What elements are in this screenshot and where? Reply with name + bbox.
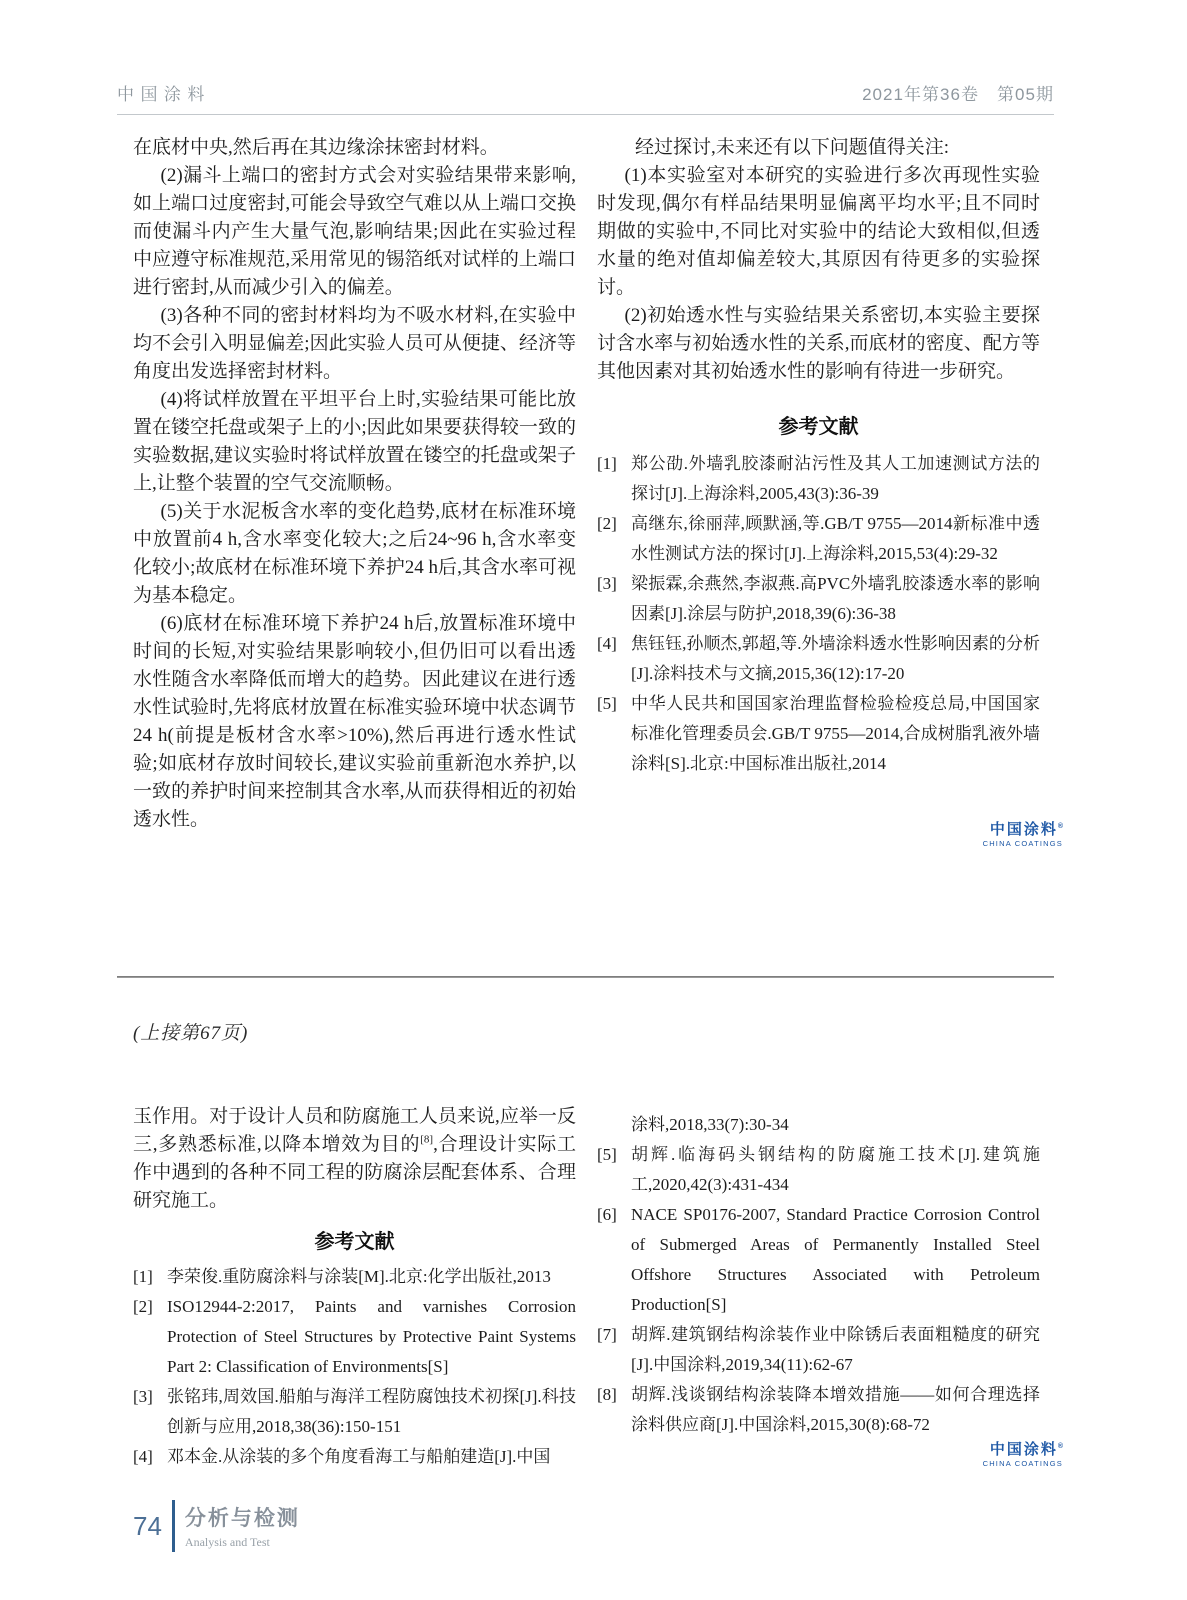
reference-text: NACE SP0176-2007, Standard Practice Corrosion Control of Submerged Areas of Permanently Installed Steel Offshore Structures Associated with Petroleum Production[S] bbox=[631, 1205, 1040, 1314]
continued-from-note: (上接第67页) bbox=[133, 1023, 249, 1044]
reference-number: [6] bbox=[597, 1205, 617, 1224]
reference-text: 梁振霖,余燕然,李淑燕.高PVC外墙乳胶漆透水率的影响因素[J].涂层与防护,2018,39(6):36-38 bbox=[631, 574, 1040, 623]
paragraph bbox=[133, 1103, 576, 1215]
reference-text: 涂料,2018,33(7):30-34 bbox=[631, 1115, 789, 1134]
reference-number: [1] bbox=[133, 1267, 153, 1286]
paragraph: (2)初始透水性与实验结果关系密切,本实验主要探讨含水率与初始透水性的关系,而底材的密度、配方等其他因素对其初始透水性的影响有待进一步研究。 bbox=[597, 305, 1040, 382]
reference-item bbox=[133, 1442, 576, 1472]
reference-number: [5] bbox=[597, 694, 617, 713]
paragraph: (3)各种不同的密封材料均为不吸水材料,在实验中均不会引入明显偏差;因此实验人员可从便捷、经济等角度出发选择密封材料。 bbox=[133, 305, 576, 382]
reference-number: [4] bbox=[597, 634, 617, 653]
page-footer bbox=[133, 1500, 300, 1552]
reference-text: 胡辉.浅谈钢结构涂装降本增效措施——如何合理选择涂料供应商[J].中国涂料,2015,30(8):68-72 bbox=[631, 1385, 1040, 1434]
reference-number: [2] bbox=[597, 514, 617, 533]
paragraph: (1)本实验室对本研究的实验进行多次再现性实验时发现,偶尔有样品结果明显偏离平均水平;且不同时期做的实验中,不同比对实验中的结论大致相似,但透水量的绝对值却偏差较大,其原因有待更多的实验探讨。 bbox=[597, 165, 1040, 298]
reference-item bbox=[133, 1292, 576, 1382]
reference-text: 邓本金.从涂装的多个角度看海工与船舶建造[J].中国 bbox=[167, 1447, 551, 1466]
journal-name: 中国涂料 bbox=[117, 85, 211, 104]
reference-item bbox=[597, 629, 1040, 689]
section-divider bbox=[117, 976, 1054, 978]
registered-mark-icon: ® bbox=[1057, 823, 1063, 830]
reference-number: [2] bbox=[133, 1297, 153, 1316]
logo-subtext: CHINA COATINGS bbox=[982, 1459, 1063, 1468]
reference-text: 李荣俊.重防腐涂料与涂装[M].北京:化学出版社,2013 bbox=[167, 1267, 551, 1286]
paragraph: (5)关于水泥板含水率的变化趋势,底材在标准环境中放置前4 h,含水率变化较大;之后24~96 h,含水率变化较小;故底材在标准环境下养护24 h后,其含水率可视为基本稳定。 bbox=[133, 501, 576, 606]
reference-item bbox=[597, 569, 1040, 629]
reference-item bbox=[597, 449, 1040, 509]
references-heading: 参考文献 bbox=[314, 1231, 395, 1253]
reference-text: 张铭玮,周效国.船舶与海洋工程防腐蚀技术初探[J].科技创新与应用,2018,38(36):150-151 bbox=[167, 1387, 576, 1436]
conclusion-left-column bbox=[133, 134, 576, 834]
paragraph: 在底材中央,然后再在其边缘涂抹密封材料。 bbox=[133, 137, 499, 158]
paragraph: (6)底材在标准环境下养护24 h后,放置标准环境中时间的长短,对实验结果影响较小,但仍旧可以看出透水性随含水率降低而增大的趋势。因此建议在进行透水性试验时,先将底材放置在标准实验环境中状态调节24 h(前提是板材含水率>10%),然后再进行透水性试验;如底材存放时间较长,建议实验前重新泡水养护,以一致的养护时间来控制其含水率,从而获得相近的初始透水性。 bbox=[133, 613, 576, 830]
issue-info: 2021年第36卷 第05期 bbox=[862, 85, 1054, 104]
reference-number: [5] bbox=[597, 1145, 617, 1164]
reference-item bbox=[597, 1140, 1040, 1200]
reference-text: 高继东,徐丽萍,顾默涵,等.GB/T 9755—2014新标准中透水性测试方法的探讨[J].上海涂料,2015,53(4):29-32 bbox=[631, 514, 1040, 563]
china-coatings-logo bbox=[983, 822, 1063, 848]
reference-item bbox=[597, 1320, 1040, 1380]
conclusion-right-column bbox=[597, 134, 1040, 779]
logo-wordmark: 中国涂料® bbox=[989, 821, 1063, 838]
reference-text: 中华人民共和国国家治理监督检验检疫总局,中国国家标准化管理委员会.GB/T 9755—2014,合成树脂乳液外墙涂料[S].北京:中国标准出版社,2014 bbox=[631, 694, 1040, 773]
reference-number: [7] bbox=[597, 1325, 617, 1344]
continuation-left-column bbox=[133, 1103, 576, 1472]
reference-item bbox=[133, 1262, 576, 1292]
paragraph: (2)漏斗上端口的密封方式会对实验结果带来影响,如上端口过度密封,可能会导致空气难以从上端口交换而使漏斗内产生大量气泡,影响结果;因此在实验过程中应遵守标准规范,采用常见的锡箔纸对试样的上端口进行密封,从而减少引入的偏差。 bbox=[133, 165, 576, 298]
paragraph-text: ,合理设计实际工作中遇到的各种不同工程的防腐涂层配套体系、合理研究施工。 bbox=[133, 1134, 576, 1211]
reference-number: [4] bbox=[133, 1447, 153, 1466]
reference-text: 焦钰钰,孙顺杰,郭超,等.外墙涂料透水性影响因素的分析[J].涂料技术与文摘,2015,36(12):17-20 bbox=[631, 634, 1040, 683]
reference-item bbox=[597, 1200, 1040, 1320]
page-header bbox=[117, 80, 1054, 115]
reference-number: [3] bbox=[597, 574, 617, 593]
reference-number: [8] bbox=[597, 1385, 617, 1404]
reference-text: 郑公劭.外墙乳胶漆耐沾污性及其人工加速测试方法的探讨[J].上海涂料,2005,43(3):36-39 bbox=[631, 454, 1040, 503]
references-heading: 参考文献 bbox=[778, 416, 859, 438]
logo-subtext: CHINA COATINGS bbox=[982, 839, 1063, 848]
paragraph-text: 玉作用。对于设计人员和防腐施工人员来说,应举一反三,多熟悉标准,以降本增效为目的 bbox=[133, 1106, 576, 1155]
continuation-right-column bbox=[597, 1110, 1040, 1440]
citation-superscript: [8] bbox=[420, 1133, 434, 1146]
reference-item-continued bbox=[597, 1110, 1040, 1140]
reference-item bbox=[597, 1380, 1040, 1440]
footer-divider-bar bbox=[172, 1500, 175, 1552]
reference-text: 胡辉.建筑钢结构涂装作业中除锈后表面粗糙度的研究[J].中国涂料,2019,34(11):62-67 bbox=[631, 1325, 1040, 1374]
footer-section bbox=[185, 1500, 300, 1552]
paragraph: (4)将试样放置在平坦平台上时,实验结果可能比放置在镂空托盘或架子上的小;因此如果要获得较一致的实验数据,建议实验时将试样放置在镂空的托盘或架子上,让整个装置的空气交流顺畅。 bbox=[133, 389, 576, 494]
reference-text: ISO12944-2:2017, Paints and varnishes Corrosion Protection of Steel Structures by Protective Paint Systems Part 2: Classification of Environments[S] bbox=[167, 1297, 576, 1376]
reference-text: 胡辉.临海码头钢结构的防腐施工技术[J].建筑施工,2020,42(3):431-434 bbox=[631, 1145, 1040, 1194]
page-number: 74 bbox=[133, 1510, 162, 1541]
china-coatings-logo bbox=[983, 1442, 1063, 1468]
logo-wordmark: 中国涂料® bbox=[989, 1441, 1063, 1458]
reference-number: [1] bbox=[597, 454, 617, 473]
reference-item bbox=[133, 1382, 576, 1442]
paragraph: 经过探讨,未来还有以下问题值得关注: bbox=[635, 137, 950, 158]
reference-number: [3] bbox=[133, 1387, 153, 1406]
reference-item bbox=[597, 689, 1040, 779]
section-title-en: Analysis and Test bbox=[184, 1535, 270, 1549]
section-title-cn: 分析与检测 bbox=[184, 1507, 300, 1530]
reference-item bbox=[597, 509, 1040, 569]
registered-mark-icon: ® bbox=[1057, 1443, 1063, 1450]
